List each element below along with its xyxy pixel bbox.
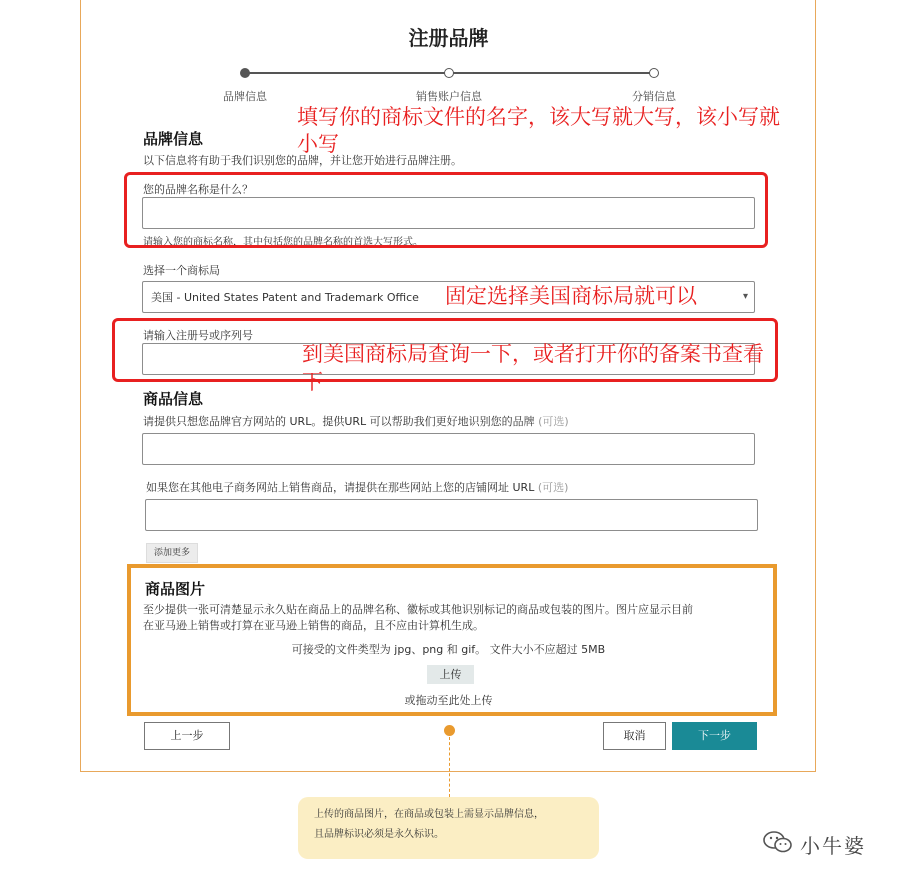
- brand-name-hint: 请输入您的商标名称，其中包括您的品牌名称的首选大写形式。: [143, 237, 423, 248]
- brand-info-desc: 以下信息将有助于我们识别您的品牌，并让您开始进行品牌注册。: [143, 154, 462, 167]
- brand-info-heading: 品牌信息: [143, 130, 204, 148]
- brand-name-label: 您的品牌名称是什么？: [143, 183, 253, 196]
- store-url-label: [146, 479, 568, 495]
- trademark-office-selected: 美国 - United States Patent and Trademark Office: [151, 291, 419, 304]
- watermark-text: 小牛婆: [800, 834, 866, 858]
- file-type-note: 可接受的文件类型为 jpg、png 和 gif。 文件大小不应超过 5MB: [291, 643, 606, 656]
- wechat-icon: [762, 829, 794, 859]
- official-url-input[interactable]: [142, 433, 755, 465]
- annotation-text-brand-name-2: 小写: [297, 132, 339, 156]
- registration-number-label: 请输入注册号或序列号: [143, 329, 253, 342]
- tooltip-pointer-dot: [444, 725, 455, 736]
- annotation-text-registration-2: 下: [302, 370, 323, 394]
- annotation-text-registration-1: 到美国商标局查询一下，或者打开你的备案书查看: [302, 342, 764, 366]
- prev-step-button[interactable]: 上一步: [144, 722, 230, 750]
- annotation-text-brand-name-1: 填写你的商标文件的名字，该大写就大写，该小写就: [297, 105, 780, 129]
- drag-upload-note: 或拖动至此处上传: [404, 694, 493, 707]
- annotation-text-trademark-office: 固定选择美国商标局就可以: [445, 284, 697, 308]
- step-dot: [649, 68, 659, 78]
- annotation-box-brand-name: [124, 172, 768, 248]
- step-label-brand: 品牌信息: [223, 90, 267, 103]
- step-dot: [444, 68, 454, 78]
- tooltip-line-2: 且品牌标识必须是永久标识。: [314, 829, 444, 840]
- step-label-distribution: 分销信息: [632, 90, 676, 103]
- product-info-heading: 商品信息: [143, 390, 204, 408]
- cancel-button[interactable]: 取消: [603, 722, 666, 750]
- store-url-input[interactable]: [145, 499, 758, 531]
- official-url-label: [143, 413, 569, 429]
- product-images-desc-line2: 在亚马逊上销售或打算在亚马逊上销售的商品，且不应由计算机生成。: [143, 619, 484, 632]
- optional-tag: (可选): [537, 481, 569, 494]
- next-step-button[interactable]: 下一步: [672, 722, 757, 750]
- product-images-desc-line1: 至少提供一张可清楚显示永久贴在商品上的品牌名称、徽标或其他识别标记的商品或包装的图片。图片应显示目前: [143, 603, 693, 616]
- step-dot-active: [240, 68, 250, 78]
- tooltip-line-1: 上传的商品图片，在商品或包装上需显示品牌信息，: [314, 809, 544, 820]
- tooltip-pointer-line: [449, 737, 450, 797]
- step-label-sales: 销售账户信息: [416, 90, 482, 103]
- page-title: 注册品牌: [408, 26, 489, 50]
- optional-tag: (可选): [538, 415, 569, 428]
- upload-button[interactable]: 上传: [427, 665, 474, 684]
- tooltip-note: [298, 797, 599, 859]
- product-images-heading: 商品图片: [145, 580, 206, 598]
- store-url-label-text: 如果您在其他电子商务网站上销售商品，请提供在那些网站上您的店铺网址 URL: [146, 481, 535, 494]
- official-url-label-text: 请提供只想您品牌官方网站的 URL。提供URL 可以帮助我们更好地识别您的品牌: [143, 415, 535, 428]
- chevron-down-icon: ▾: [742, 291, 748, 302]
- add-more-button[interactable]: 添加更多: [146, 543, 198, 563]
- trademark-office-label: 选择一个商标局: [143, 264, 220, 277]
